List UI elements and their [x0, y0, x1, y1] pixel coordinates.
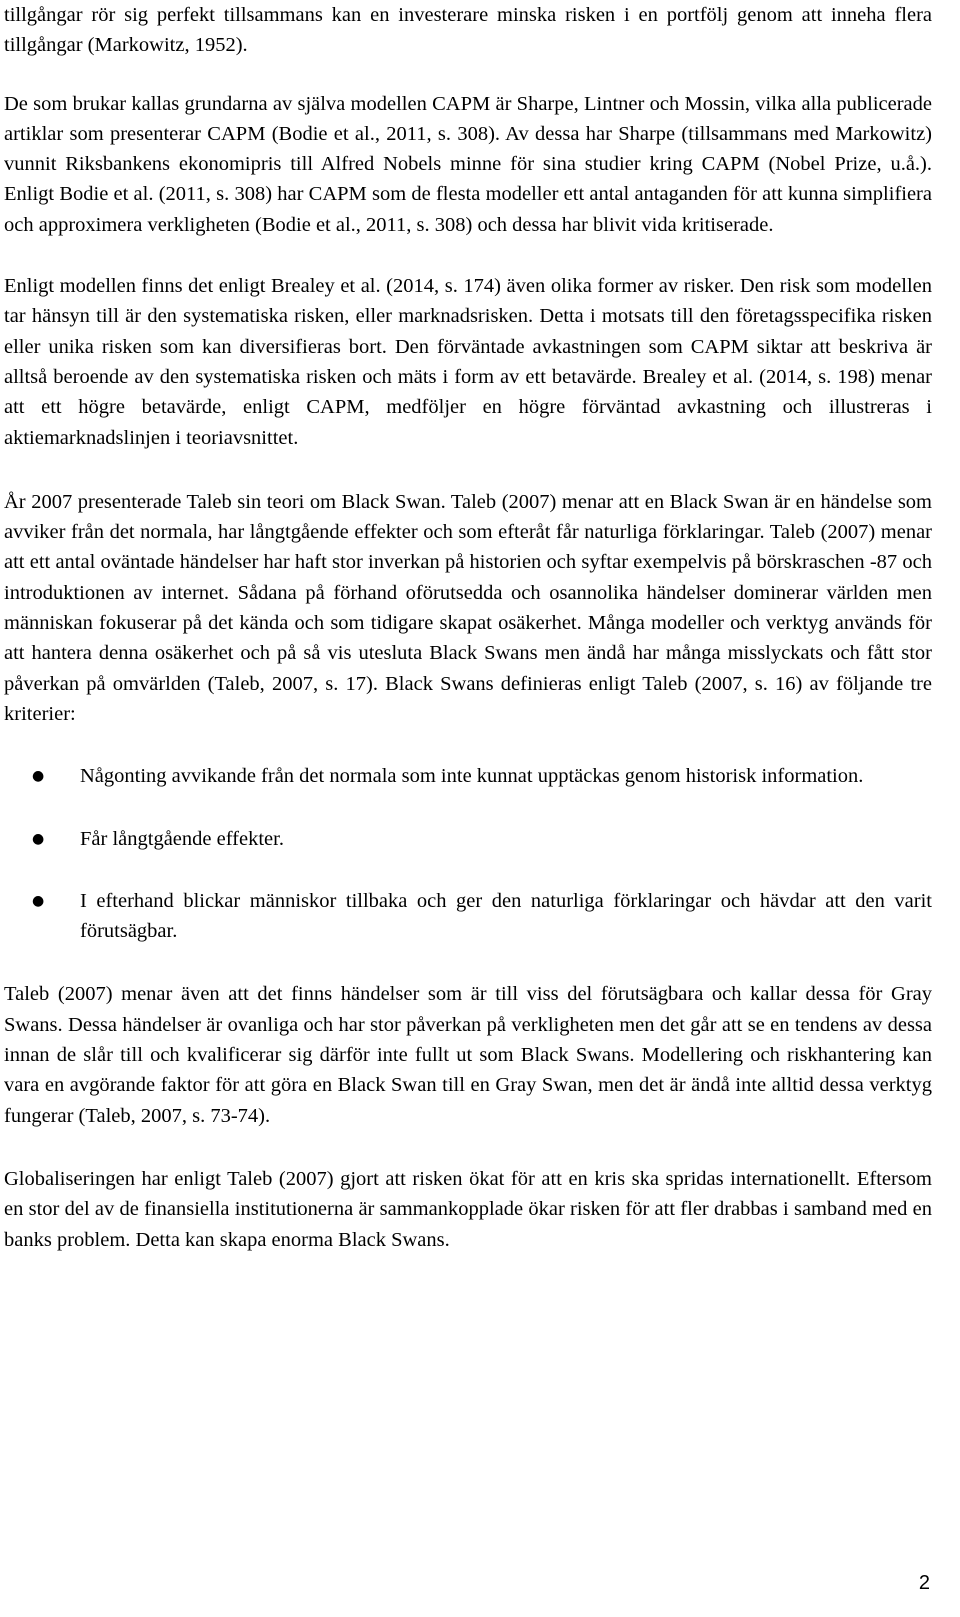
paragraph-gray-swans: Taleb (2007) menar även att det finns händelser som är till viss del förutsägbara och kallar dessa för Gray Swans. Dessa händelser är ovanliga och har stor påverkan på verkligheten men det går att se en tendens av dessa innan de slår till och kvalificerar sig därför inte fullt ut som Black Swans. Modellering och riskhantering kan vara en avgörande faktor för att göra en Black Swan till en Gray Swan, men det är ändå inte alltid dessa verktyg fungerar (Taleb, 2007, s. 73-74).: [4, 983, 932, 1127]
paragraph-black-swan-theory: År 2007 presenterade Taleb sin teori om Black Swan. Taleb (2007) menar att en Black Swan är en händelse som avviker från det normala, har långtgående effekter och som efteråt får naturliga förklaringar. Taleb (2007) menar att ett antal oväntade händelser har haft stor inverkan på historien och syftar exempelvis på börskraschen -87 och introduktionen av internet. Sådana på förhand oförutsedda och osannolika händelser dominerar världen men människan fokuserar på det kända och som tidigare skapat osäkerhet. Många modeller och verktyg används för att hantera denna osäkerhet och på så vis utesluta Black Swans men ändå har många misslyckats och fått stor påverkan på omvärlden (Taleb, 2007, s. 17). Black Swans definieras enligt Taleb (2007, s. 16) av följande tre kriterier:: [4, 490, 932, 725]
paragraph-globalization-risk: Globaliseringen har enligt Taleb (2007) gjort att risken ökat för att en kris ska spridas internationellt. Eftersom en stor del av de finansiella institutionerna är sammankopplade ökar risken för att fler drabbas i samband med en banks problem. Detta kan skapa enorma Black Swans.: [4, 1167, 932, 1251]
bullet-icon: ●: [32, 768, 45, 785]
bullet-icon: ●: [32, 892, 45, 909]
page-number: 2: [918, 1572, 930, 1594]
list-item-text: I efterhand blickar människor tillbaka och ger den naturliga förklaringar och hävdar att den varit förutsägbar.: [80, 889, 932, 943]
list-item: [4, 824, 932, 854]
black-swan-criteria-list: [4, 761, 932, 946]
bullet-icon: ●: [32, 830, 45, 847]
paragraph-markowitz-diversification: tillgångar rör sig perfekt tillsammans kan en investerare minska risken i en portfölj genom att inneha flera tillgångar (Markowitz, 1952).: [4, 4, 932, 57]
list-item: [4, 886, 932, 947]
list-item-text: Får långtgående effekter.: [80, 827, 284, 850]
paragraph-capm-risk-types: Enligt modellen finns det enligt Brealey et al. (2014, s. 174) även olika former av risker. Den risk som modellen tar hänsyn till är den systematiska risken, eller marknadsrisken. Detta i motsats till den företagsspecifika risken eller unika risken som kan diversifieras bort. Den förväntade avkastningen som CAPM siktar att beskriva är alltså beroende av den systematiska risken och mäts i form av ett betavärde. Brealey et al. (2014, s. 198) menar att ett högre betavärde, enligt CAPM, medföljer en högre förväntad avkastning och illustreras i aktiemarknadslinjen i teoriavsnittet.: [4, 275, 932, 449]
list-item-text: Någonting avvikande från det normala som inte kunnat upptäckas genom historisk information.: [80, 765, 864, 788]
document-body: [4, 0, 932, 1255]
paragraph-capm-founders: De som brukar kallas grundarna av själva modellen CAPM är Sharpe, Lintner och Mossin, vilka alla publicerade artiklar som presenterar CAPM (Bodie et al., 2011, s. 308). Av dessa har Sharpe (tillsammans med Markowitz) vunnit Riksbankens ekonomipris till Alfred Nobels minne för sina studier kring CAPM (Nobel Prize, u.å.). Enligt Bodie et al. (2011, s. 308) har CAPM som de flesta modeller ett antal antaganden för att kunna simplifiera och approximera verkligheten (Bodie et al., 2011, s. 308) och dessa har blivit vida kritiserade.: [4, 92, 932, 236]
list-item: [4, 761, 932, 791]
